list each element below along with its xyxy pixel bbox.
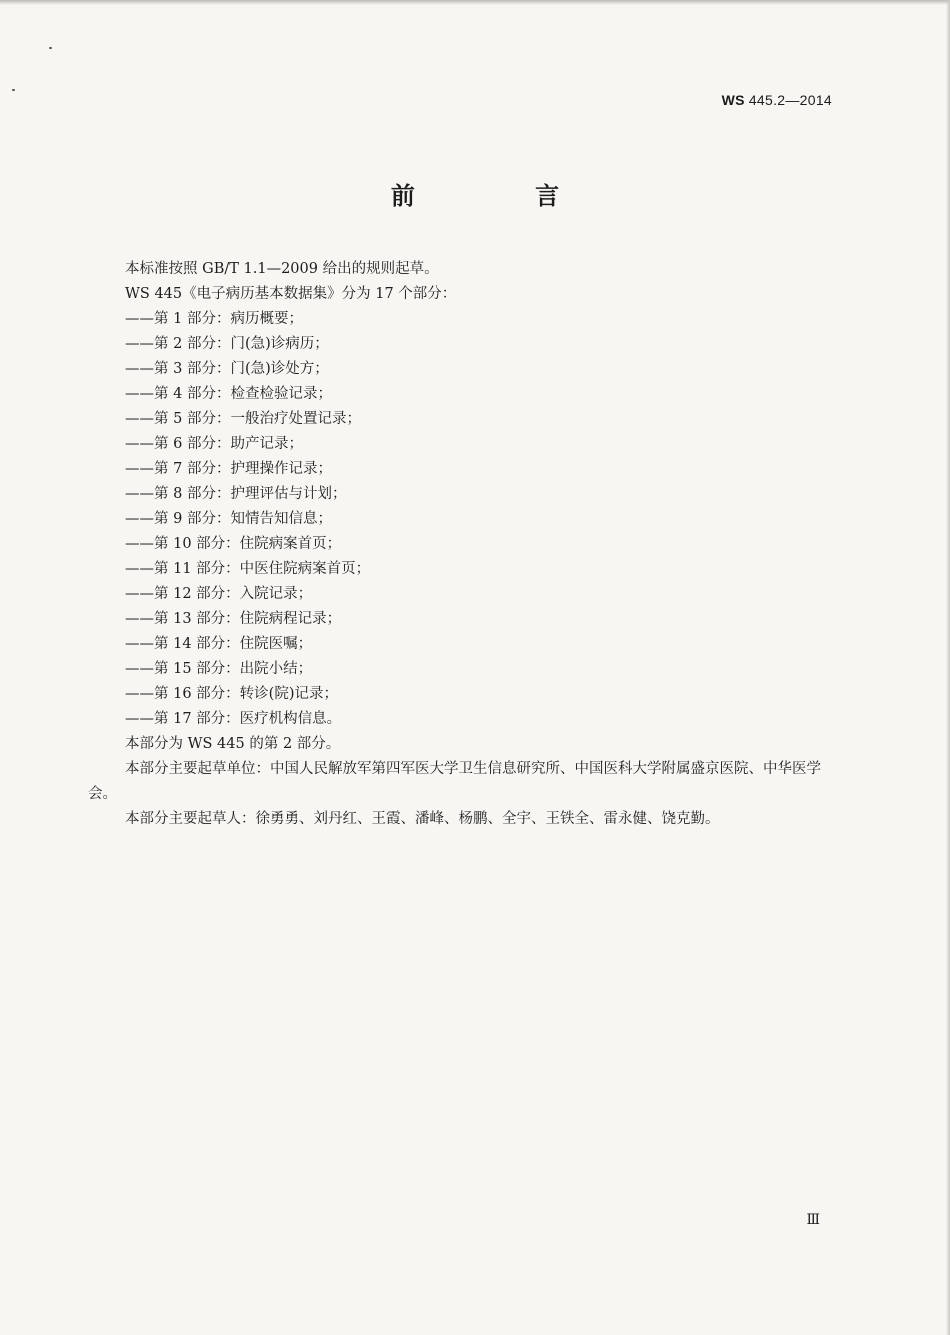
drafting-units-paragraph: 本部分主要起草单位：中国人民解放军第四军医大学卫生信息研究所、中国医科大学附属盛京医院、中华医学会。 [88,761,821,802]
part-list-item: ——第 8 部分：护理评估与计划； [125,486,347,502]
part-list-item: ——第 10 部分：住院病案首页； [125,536,342,552]
part-list-item: ——第 2 部分：门(急)诊病历； [125,336,329,352]
drafters-paragraph: 本部分主要起草人：徐勇勇、刘丹红、王霞、潘峰、杨鹏、全宇、王铁全、雷永健、饶克勤。 [125,811,720,827]
standard-prefix: WS [721,92,745,108]
scan-speck [49,47,52,49]
part-list-item: ——第 15 部分：出院小结； [125,661,313,677]
part-list-item: ——第 5 部分：一般治疗处置记录； [125,411,361,427]
part-list-item: ——第 11 部分：中医住院病案首页； [125,561,371,577]
part-list-item: ——第 1 部分：病历概要； [125,311,303,327]
part-list-item: ——第 16 部分：转诊(院)记录； [125,686,338,702]
part-list-item: ——第 17 部分：医疗机构信息。 [125,711,342,727]
part-list-item: ——第 6 部分：助产记录； [125,436,303,452]
scan-speck [12,89,15,91]
part-list-item: ——第 4 部分：检查检验记录； [125,386,332,402]
part-list-item: ——第 12 部分：入院记录； [125,586,313,602]
part-list-item: ——第 9 部分：知情告知信息； [125,511,332,527]
drafting-rule-paragraph: 本标准按照 GB/T 1.1—2009 给出的规则起草。 [125,261,439,277]
scan-edge-top [0,0,950,5]
part-list-item: ——第 14 部分：住院医嘱； [125,636,313,652]
parts-list [88,307,848,732]
standard-number: 445.2—2014 [748,92,832,108]
part-list-item: ——第 7 部分：护理操作记录； [125,461,332,477]
part-list-item: ——第 3 部分：门(急)诊处方； [125,361,329,377]
part-list-item: ——第 13 部分：住院病程记录； [125,611,342,627]
foreword-body [88,257,848,832]
this-part-paragraph: 本部分为 WS 445 的第 2 部分。 [125,736,341,752]
parts-intro-paragraph: WS 445《电子病历基本数据集》分为 17 个部分： [125,286,457,302]
page-number: Ⅲ [806,1212,820,1228]
page-title: 前 言 [390,182,616,210]
standard-code [722,92,832,108]
